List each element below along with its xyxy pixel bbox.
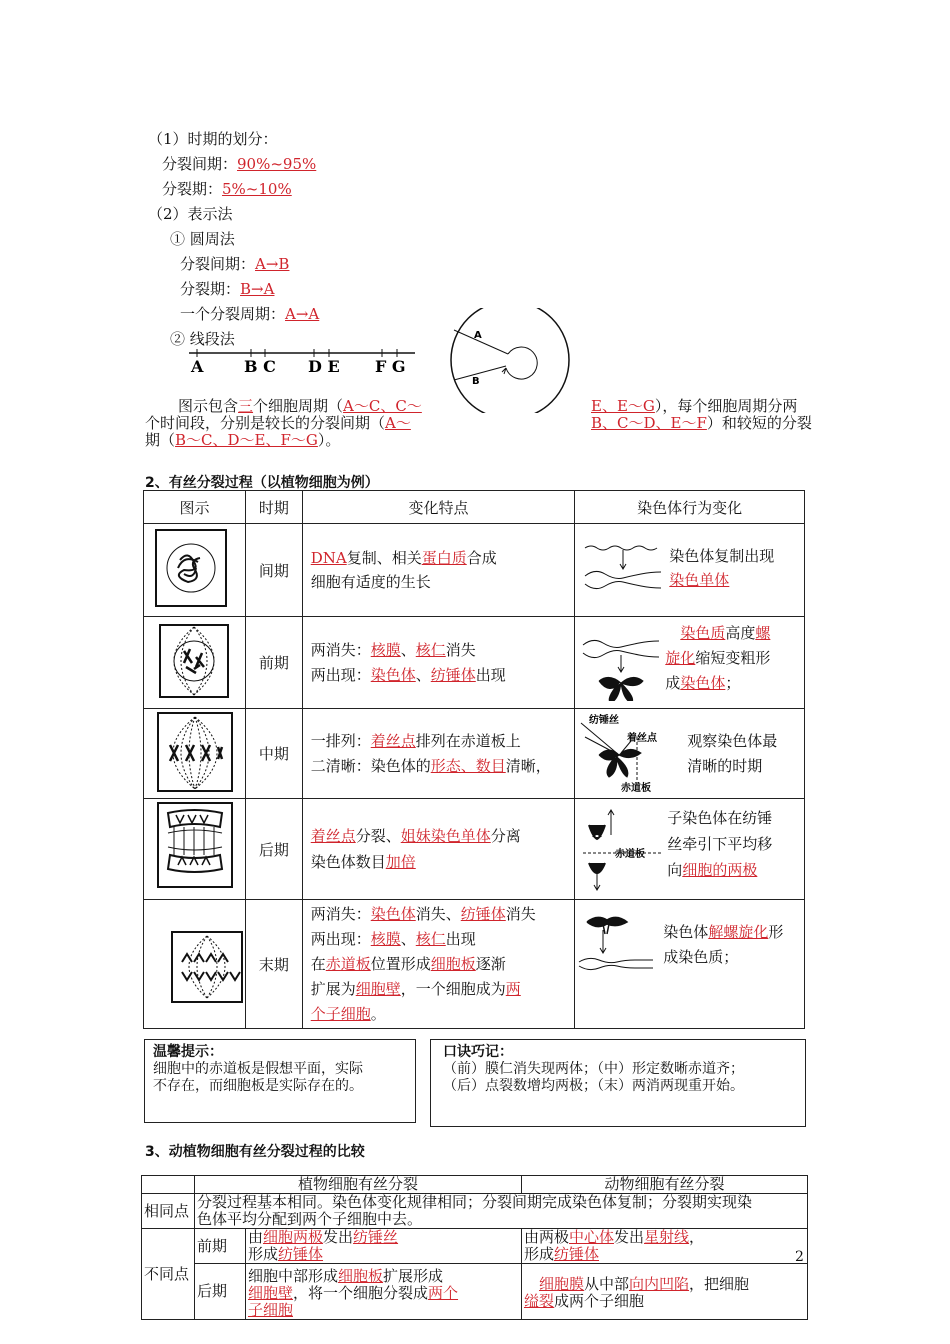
prophase-diagram-cell xyxy=(144,617,246,709)
period-anaphase: 后期 xyxy=(245,799,302,900)
table-row xyxy=(144,709,805,799)
circle-label-b: B xyxy=(472,376,480,387)
prophase-chromosome-text: 染色质高度螺 旋化缩短变粗形 成染色体； xyxy=(665,624,771,692)
period-metaphase: 中期 xyxy=(245,709,302,799)
telophase-chromosome-text: 染色体解螺旋化形 成染色质； xyxy=(663,923,784,966)
table-row xyxy=(142,1229,808,1264)
warm-tip-line-1: 细胞中的赤道板是假想平面，实际 xyxy=(153,1061,363,1077)
telophase-features: 两消失：染色体消失、纺锤体消失 两出现：核膜、核仁出现 在赤道板位置形成细胞板逐渐 扩展为细胞壁，一个细胞成为两 个子细胞。 xyxy=(302,900,575,1029)
animal-prophase-text: 由两极中心体发出星射线， 形成纺锤体 xyxy=(521,1229,807,1264)
interphase-chromosome-cell xyxy=(575,524,805,617)
line-segment-diagram xyxy=(185,345,420,377)
para-line-3: 期（B～C、D～E、F～G）。 xyxy=(145,431,341,449)
circle-full-cycle: 一个分裂周期：A→A xyxy=(180,305,320,323)
para-line-2: 个时间段，分别是较长的分裂间期（A～ xyxy=(145,414,411,432)
metaphase-features: 一排列：着丝点排列在赤道板上 二清晰：染色体的形态、数目清晰， xyxy=(302,709,575,799)
prophase-chromosome-cell xyxy=(575,617,805,709)
metaphase-cell-image xyxy=(144,709,244,794)
comparison-table xyxy=(141,1175,808,1320)
telophase-diagram-cell xyxy=(144,900,246,1029)
point-bc: B C xyxy=(244,357,276,376)
metaphase-chromosome-icon xyxy=(575,711,675,797)
telophase-chromosome-cell xyxy=(575,900,805,1029)
interphase-cell-image xyxy=(144,524,244,612)
col-header-period: 时期 xyxy=(245,491,302,524)
mitotic-phase-ratio: 分裂期：5%~10% xyxy=(162,180,292,198)
mitosis-process-table xyxy=(143,490,805,1029)
anaphase-chromosome-icon xyxy=(575,801,667,897)
col-header-chromosome: 染色体行为变化 xyxy=(575,491,805,524)
chromosome-condensing-icon xyxy=(581,623,661,701)
cell-cycle-circle-diagram xyxy=(448,308,576,413)
subheading-representation: （2）表示法 xyxy=(148,205,233,223)
table-row xyxy=(144,900,805,1029)
label-equatorial-plate: 赤道板 xyxy=(615,849,646,860)
anaphase-chromosome-cell xyxy=(575,799,805,900)
table-row xyxy=(142,1194,808,1229)
circle-interphase: 分裂间期：A→B xyxy=(180,255,290,273)
mnemonic-title: 口诀巧记： xyxy=(443,1044,513,1060)
interphase-chromosome-text: 染色体复制出现 染色单体 xyxy=(669,547,775,589)
col-header-features: 变化特点 xyxy=(302,491,575,524)
metaphase-chromosome-text: 观察染色体最 清晰的时期 xyxy=(687,732,778,775)
circle-mitosis: 分裂期：B→A xyxy=(180,280,275,298)
label-prophase: 前期 xyxy=(195,1229,246,1264)
mnemonic-line-1: （前）膜仁消失现两体；（中）形定数晰赤道齐； xyxy=(443,1061,744,1077)
anaphase-diagram-cell xyxy=(144,799,246,900)
interphase-diagram-cell xyxy=(144,524,246,617)
interphase-features: DNA复制、相关蛋白质合成 细胞有适度的生长 xyxy=(302,524,575,617)
section-2-heading: 2、有丝分裂过程（以植物细胞为例） xyxy=(145,475,379,491)
point-fg: F G xyxy=(375,357,406,376)
mnemonic-line-2: （后）点裂数增均两极；（末）两消两现重开始。 xyxy=(443,1078,744,1094)
period-interphase: 间期 xyxy=(245,524,302,617)
table-row xyxy=(142,1264,808,1320)
method-line: ② 线段法 xyxy=(170,330,235,348)
circle-label-a: A xyxy=(474,330,482,341)
header-plant: 植物细胞有丝分裂 xyxy=(195,1176,522,1194)
prophase-features: 两消失：核膜、核仁消失 两出现：染色体、纺锤体出现 xyxy=(302,617,575,709)
mnemonic-box xyxy=(430,1039,806,1127)
warm-tip-box xyxy=(144,1039,416,1123)
interphase-ratio: 分裂间期：90%~95% xyxy=(162,155,317,173)
metaphase-chromosome-cell xyxy=(575,709,805,799)
label-spindle-fiber: 纺锤丝 xyxy=(589,715,620,726)
header-animal: 动物细胞有丝分裂 xyxy=(521,1176,807,1194)
col-header-diagram: 图示 xyxy=(144,491,246,524)
para-line-2-end: B、C～D、E～F）和较短的分裂 xyxy=(591,414,812,432)
para-line-1-end: E、E～G），每个细胞周期分两 xyxy=(591,397,798,415)
label-differences: 不同点 xyxy=(142,1229,195,1320)
period-telophase: 末期 xyxy=(245,900,302,1029)
empty-header-cell xyxy=(142,1176,195,1194)
warm-tip-line-2: 不存在，而细胞板是实际存在的。 xyxy=(153,1078,363,1094)
prophase-cell-image xyxy=(144,617,244,704)
label-anaphase: 后期 xyxy=(195,1264,246,1320)
point-a: A xyxy=(191,357,204,376)
anaphase-chromosome-text: 子染色体在纺锤 丝牵引下平均移 向细胞的两极 xyxy=(667,809,773,879)
metaphase-diagram-cell xyxy=(144,709,246,799)
plant-late-text: 细胞中部形成细胞板扩展形成 细胞壁，将一个细胞分裂成两个 子细胞 xyxy=(246,1264,522,1320)
plant-prophase-text: 由细胞两极发出纺锤丝 形成纺锤体 xyxy=(246,1229,522,1264)
point-de: D E xyxy=(308,357,340,376)
anaphase-cell-image xyxy=(144,799,244,895)
para-line-1: 图示包含三个细胞周期（A～C、C～ xyxy=(178,397,422,415)
method-circle: ① 圆周法 xyxy=(170,230,235,248)
animal-late-text: 细胞膜从中部向内凹陷，把细胞 缢裂成两个子细胞 xyxy=(521,1264,807,1320)
warm-tip-title: 温馨提示： xyxy=(153,1044,223,1060)
chromosome-replication-icon xyxy=(583,536,663,606)
subheading-period-division: （1）时期的划分： xyxy=(148,130,278,148)
table-row xyxy=(144,617,805,709)
chromosome-decondensing-icon xyxy=(575,908,659,978)
anaphase-features: 着丝点分裂、姐妹染色单体分离 染色体数目加倍 xyxy=(302,799,575,900)
telophase-cell-image xyxy=(144,900,244,1024)
label-equatorial-plate: 赤道板 xyxy=(621,783,652,794)
period-prophase: 前期 xyxy=(245,617,302,709)
section-3-heading: 3、动植物细胞有丝分裂过程的比较 xyxy=(145,1144,365,1160)
similarities-text: 分裂过程基本相同。染色体变化规律相同；分裂间期完成染色体复制；分裂期实现染 色体平均分配到两个子细胞中去。 xyxy=(195,1194,808,1229)
page-number: 2 xyxy=(795,1249,804,1265)
table-row xyxy=(144,799,805,900)
label-similarities: 相同点 xyxy=(142,1194,195,1229)
label-centromere: 着丝点 xyxy=(627,733,658,744)
table-row xyxy=(144,524,805,617)
